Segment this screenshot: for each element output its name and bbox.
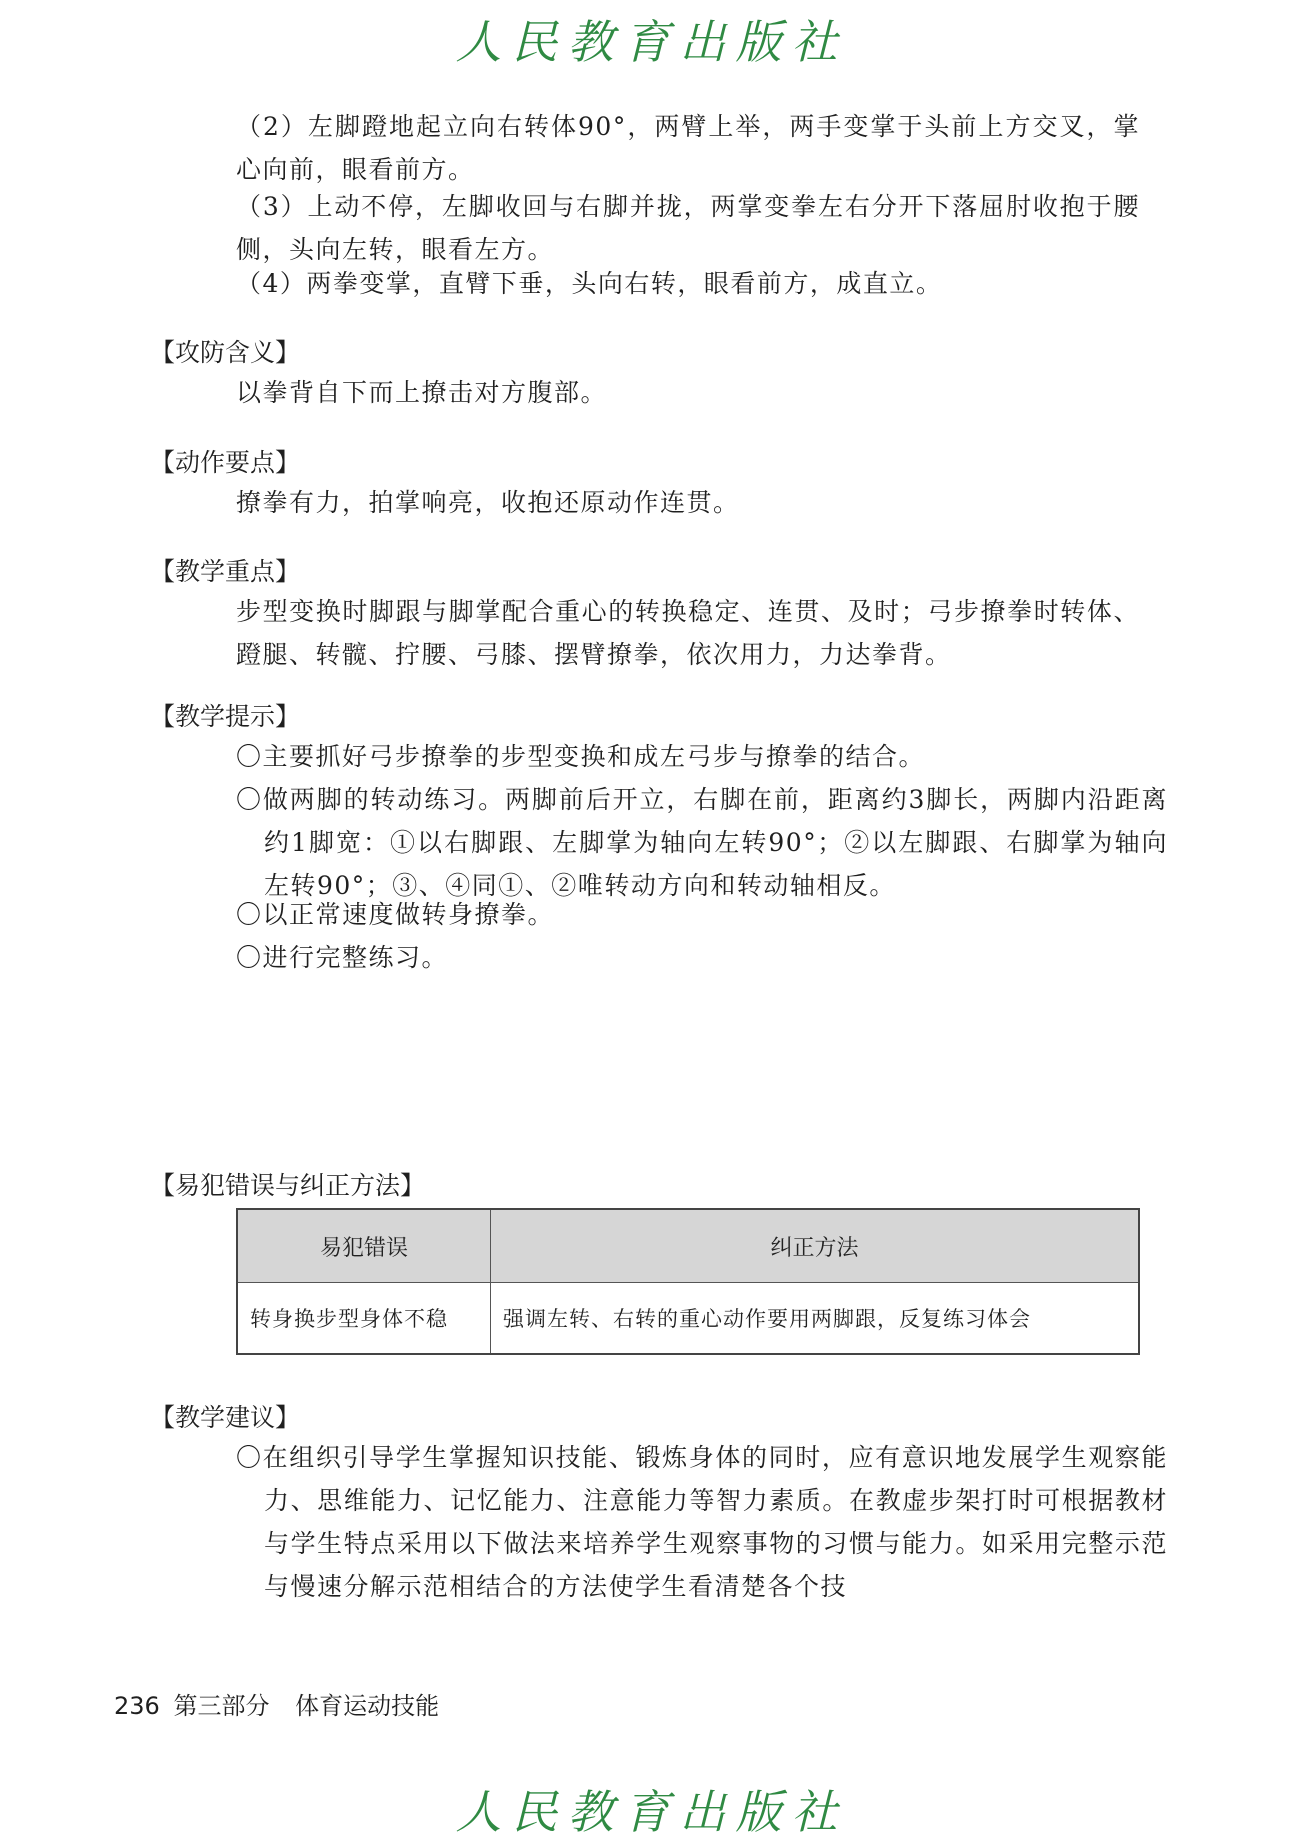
page-number: 236 (114, 1692, 160, 1720)
tip-item: 〇做两脚的转动练习。两脚前后开立，右脚在前，距离约3脚长，两脚内沿距离约1脚宽：①以右脚跟、左脚掌为轴向左转90°；②以左脚跟、右脚掌为轴向左转90°；③、④同①、②唯转动方向和转动轴相反。 (236, 785, 1168, 900)
error-cell: 转身换步型身体不稳 (237, 1283, 491, 1355)
attack-meaning-text: 以拳背自下而上撩击对方腹部。 (236, 378, 608, 407)
suggestions-heading: 【教学建议】 (150, 1403, 301, 1432)
page-footer (114, 1686, 439, 1721)
step-4-paragraph: （4）两拳变掌，直臂下垂，头向右转，眼看前方，成直立。 (236, 269, 943, 298)
tip-item: 〇以正常速度做转身撩拳。 (236, 900, 555, 929)
footer-section: 体育运动技能 (295, 1692, 440, 1720)
correction-cell: 强调左转、右转的重心动作要用两脚跟，反复练习体会 (491, 1283, 1140, 1355)
column-header-correction: 纠正方法 (491, 1209, 1140, 1283)
key-points-text: 撩拳有力，拍掌响亮，收抱还原动作连贯。 (236, 488, 740, 517)
attack-meaning-heading: 【攻防含义】 (150, 338, 301, 367)
table-header-row (237, 1209, 1139, 1283)
column-header-error: 易犯错误 (237, 1209, 491, 1283)
key-points-heading: 【动作要点】 (150, 448, 301, 477)
errors-table (236, 1208, 1140, 1355)
step-3-paragraph: （3）上动不停，左脚收回与右脚并拢，两掌变拳左右分开下落屈肘收抱于腰侧，头向左转，眼看左方。 (236, 192, 1140, 264)
teaching-focus-text: 步型变换时脚跟与脚掌配合重心的转换稳定、连贯、及时；弓步撩拳时转体、蹬腿、转髋、拧腰、弓膝、摆臂撩拳，依次用力，力达拳背。 (236, 597, 1140, 669)
publisher-watermark-bottom: 人民教育出版社 (455, 1785, 848, 1839)
publisher-watermark-top: 人民教育出版社 (455, 15, 848, 69)
footer-part: 第三部分 (173, 1692, 270, 1720)
errors-heading: 【易犯错误与纠正方法】 (150, 1171, 426, 1200)
suggestion-item: 〇在组织引导学生掌握知识技能、锻炼身体的同时，应有意识地发展学生观察能力、思维能力、记忆能力、注意能力等智力素质。在教虚步架打时可根据教材与学生特点采用以下做法来培养学生观察事物的习惯与能力。如采用完整示范与慢速分解示范相结合的方法使学生看清楚各个技 (236, 1443, 1168, 1601)
table-row (237, 1283, 1139, 1355)
tip-item: 〇进行完整练习。 (236, 943, 449, 972)
step-2-paragraph: （2）左脚蹬地起立向右转体90°，两臂上举，两手变掌于头前上方交叉，掌心向前，眼看前方。 (236, 112, 1140, 184)
teaching-focus-heading: 【教学重点】 (150, 557, 301, 586)
teaching-tips-heading: 【教学提示】 (150, 702, 301, 731)
tip-item: 〇主要抓好弓步撩拳的步型变换和成左弓步与撩拳的结合。 (236, 742, 926, 771)
